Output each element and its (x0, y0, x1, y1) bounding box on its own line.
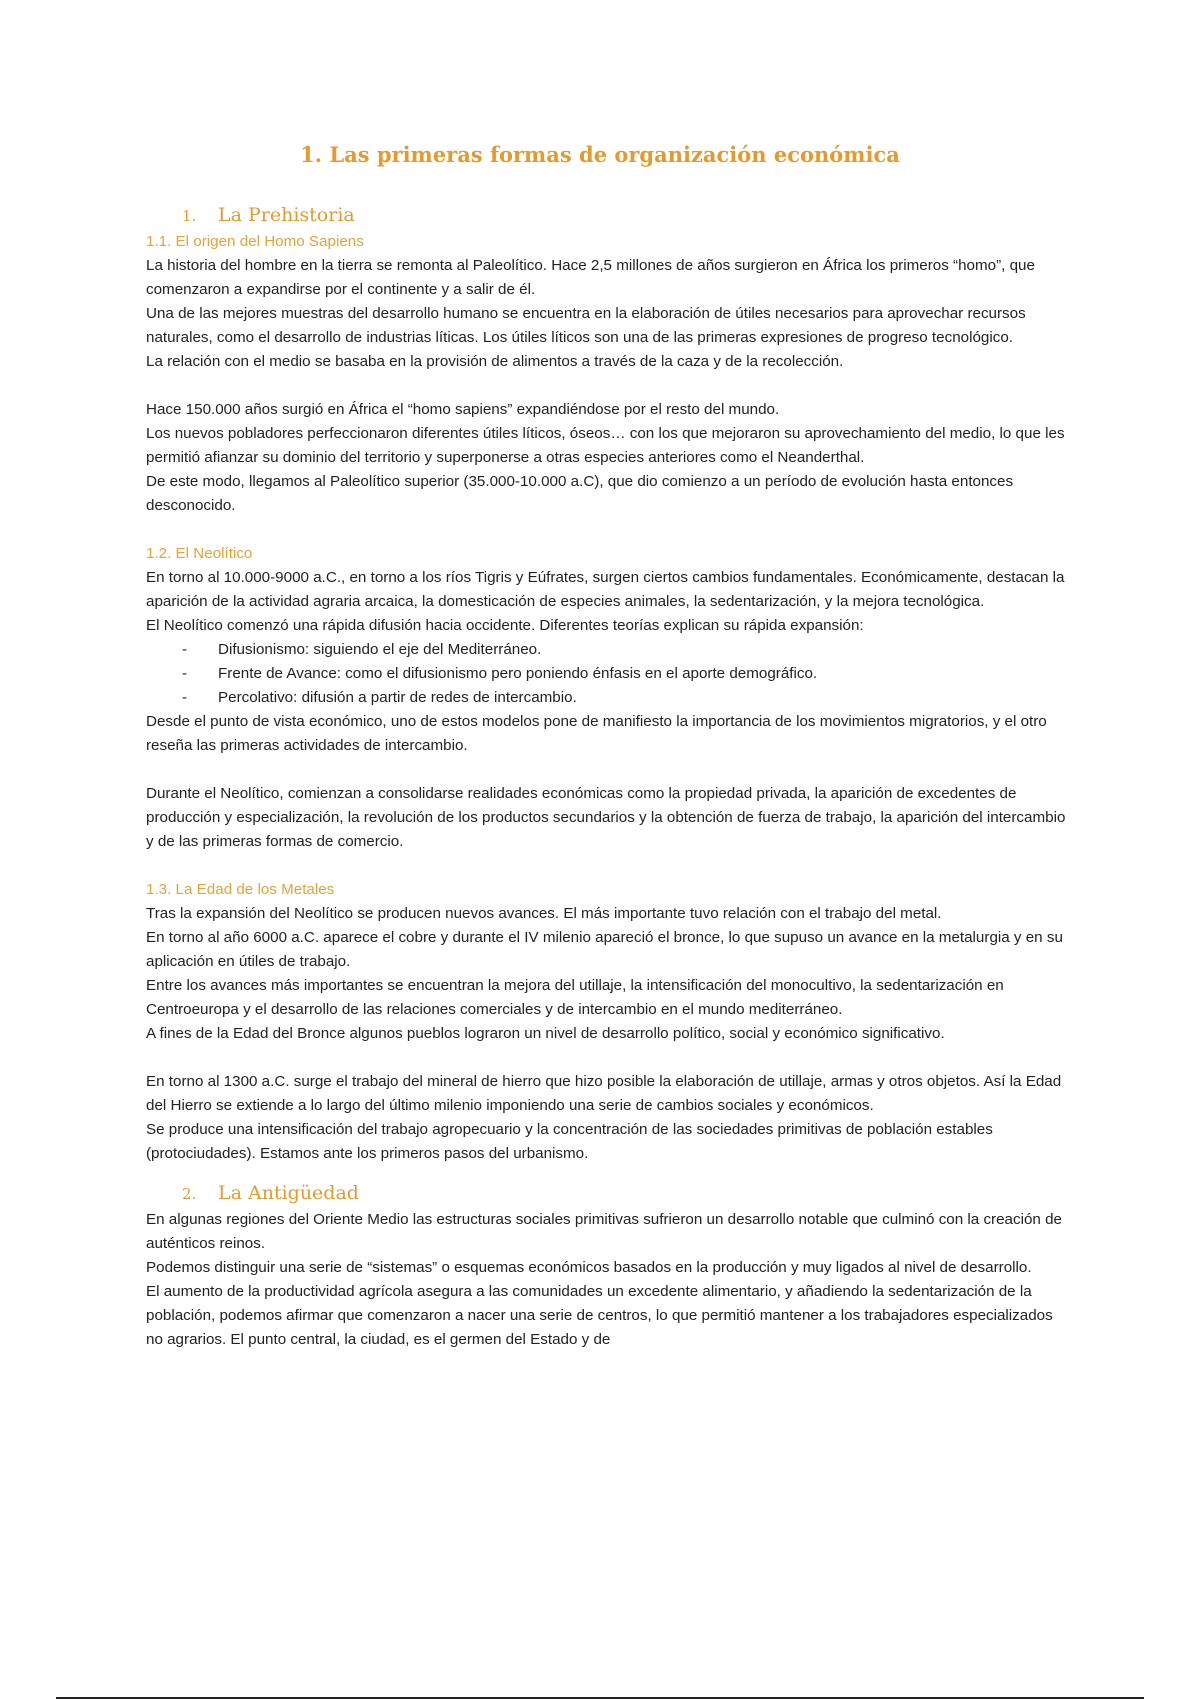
section-title: La Antigüedad (218, 1182, 359, 1204)
paragraph: El Neolítico comenzó una rápida difusión hacia occidente. Diferentes teorías explican su rápida expansión: (146, 617, 864, 634)
subsection-heading-metales: 1.3. La Edad de los Metales (146, 881, 335, 898)
section-heading-antiguedad (146, 1178, 1066, 1208)
paragraph: Los nuevos pobladores perfeccionaron diferentes útiles líticos, óseos… con los que mejoraron su aprovechamiento del medio, lo que les permitió afianzar su dominio del territorio y superponerse a otras especies anteriores como el Neanderthal. (146, 425, 1065, 466)
paragraph: Durante el Neolítico, comienzan a consolidarse realidades económicas como la propiedad privada, la aparición de excedentes de producción y especialización, la revolución de los productos secundarios y la obtención de fuerza de trabajo, la aparición del intercambio y de las primeras formas de comercio. (146, 785, 1066, 850)
list-item-text: Percolativo: difusión a partir de redes de intercambio. (218, 689, 577, 706)
page-title: 1. Las primeras formas de organización económica (300, 142, 900, 167)
section-number: 2. (182, 1185, 197, 1203)
paragraph-gap (146, 854, 1066, 878)
paragraph: Podemos distinguir una serie de “sistemas” o esquemas económicos basados en la producción y muy ligados al nivel de desarrollo. (146, 1259, 1032, 1276)
paragraph: En torno al 1300 a.C. surge el trabajo del mineral de hierro que hizo posible la elaboración de utillaje, armas y otros objetos. Así la Edad del Hierro se extiende a lo largo del último milenio imponiendo una serie de cambios sociales y económicos. (146, 1073, 1062, 1114)
paragraph: En algunas regiones del Oriente Medio las estructuras sociales primitivas sufrieron un desarrollo notable que culminó con la creación de auténticos reinos. (146, 1211, 1062, 1252)
paragraph: Se produce una intensificación del trabajo agropecuario y la concentración de las sociedades primitivas de población estables (protociudades). Estamos ante los primeros pasos del urbanismo. (146, 1121, 993, 1162)
paragraph-gap (146, 374, 1066, 398)
page-bottom-rule (56, 1697, 1144, 1699)
bullet-marker: - (182, 689, 188, 706)
paragraph: En torno al año 6000 a.C. aparece el cobre y durante el IV milenio apareció el bronce, lo que supuso un avance en la metalurgia y en su aplicación en útiles de trabajo. (146, 929, 1063, 970)
paragraph: En torno al 10.000-9000 a.C., en torno a los ríos Tigris y Eúfrates, surgen ciertos cambios fundamentales. Económicamente, destacan la aparición de la actividad agraria arcaica, la domesticación de especies animales, la sedentarización, y la mejora tecnológica. (146, 569, 1065, 610)
section-heading-prehistoria (146, 200, 1066, 230)
paragraph-gap (146, 758, 1066, 782)
bullet-marker: - (182, 665, 188, 682)
subsection-heading-origen: 1.1. El origen del Homo Sapiens (146, 233, 364, 250)
list-item-text: Difusionismo: siguiendo el eje del Mediterráneo. (218, 641, 542, 658)
paragraph: El aumento de la productividad agrícola asegura a las comunidades un excedente alimentario, y añadiendo la sedentarización de la población, podemos afirmar que comenzaron a nacer una serie de centros, lo que permitió mantener a los trabajadores especializados no agrarios. El punto central, la ciudad, es el germen del Estado y de (146, 1283, 1053, 1348)
paragraph: Hace 150.000 años surgió en África el “homo sapiens” expandiéndose por el resto del mundo. (146, 401, 780, 418)
paragraph: De este modo, llegamos al Paleolítico superior (35.000-10.000 a.C), que dio comienzo a un período de evolución hasta entonces desconocido. (146, 473, 1014, 514)
paragraph: La historia del hombre en la tierra se remonta al Paleolítico. Hace 2,5 millones de años surgieron en África los primeros “homo”, que comenzaron a expandirse por el continente y a salir de él. (146, 257, 1035, 298)
paragraph: La relación con el medio se basaba en la provisión de alimentos a través de la caza y de la recolección. (146, 353, 844, 370)
paragraph: Desde el punto de vista económico, uno de estos modelos pone de manifiesto la importancia de los movimientos migratorios, y el otro reseña las primeras actividades de intercambio. (146, 713, 1047, 754)
paragraph: A fines de la Edad del Bronce algunos pueblos lograron un nivel de desarrollo político, social y económico significativo. (146, 1025, 945, 1042)
bullet-marker: - (182, 641, 188, 658)
list-item (146, 686, 1066, 710)
section-title: La Prehistoria (218, 204, 355, 226)
paragraph: Entre los avances más importantes se encuentran la mejora del utillaje, la intensificación del monocultivo, la sedentarización en Centroeuropa y el desarrollo de las relaciones comerciales y de intercambio en el mundo mediterráneo. (146, 977, 1004, 1018)
paragraph-gap (146, 1166, 1066, 1178)
section-number: 1. (182, 207, 197, 225)
paragraph: Tras la expansión del Neolítico se producen nuevos avances. El más importante tuvo relación con el trabajo del metal. (146, 905, 942, 922)
theory-list (146, 638, 1066, 710)
paragraph-gap (146, 1046, 1066, 1070)
list-item (146, 638, 1066, 662)
list-item-text: Frente de Avance: como el difusionismo pero poniendo énfasis en el aporte demográfico. (218, 665, 818, 682)
document-body (146, 200, 1066, 1352)
paragraph-gap (146, 518, 1066, 542)
subsection-heading-neolitico: 1.2. El Neolítico (146, 545, 253, 562)
list-item (146, 662, 1066, 686)
paragraph: Una de las mejores muestras del desarrollo humano se encuentra en la elaboración de útiles necesarios para aprovechar recursos naturales, como el desarrollo de industrias líticas. Los útiles líticos son una de las primeras expresiones de progreso tecnológico. (146, 305, 1026, 346)
